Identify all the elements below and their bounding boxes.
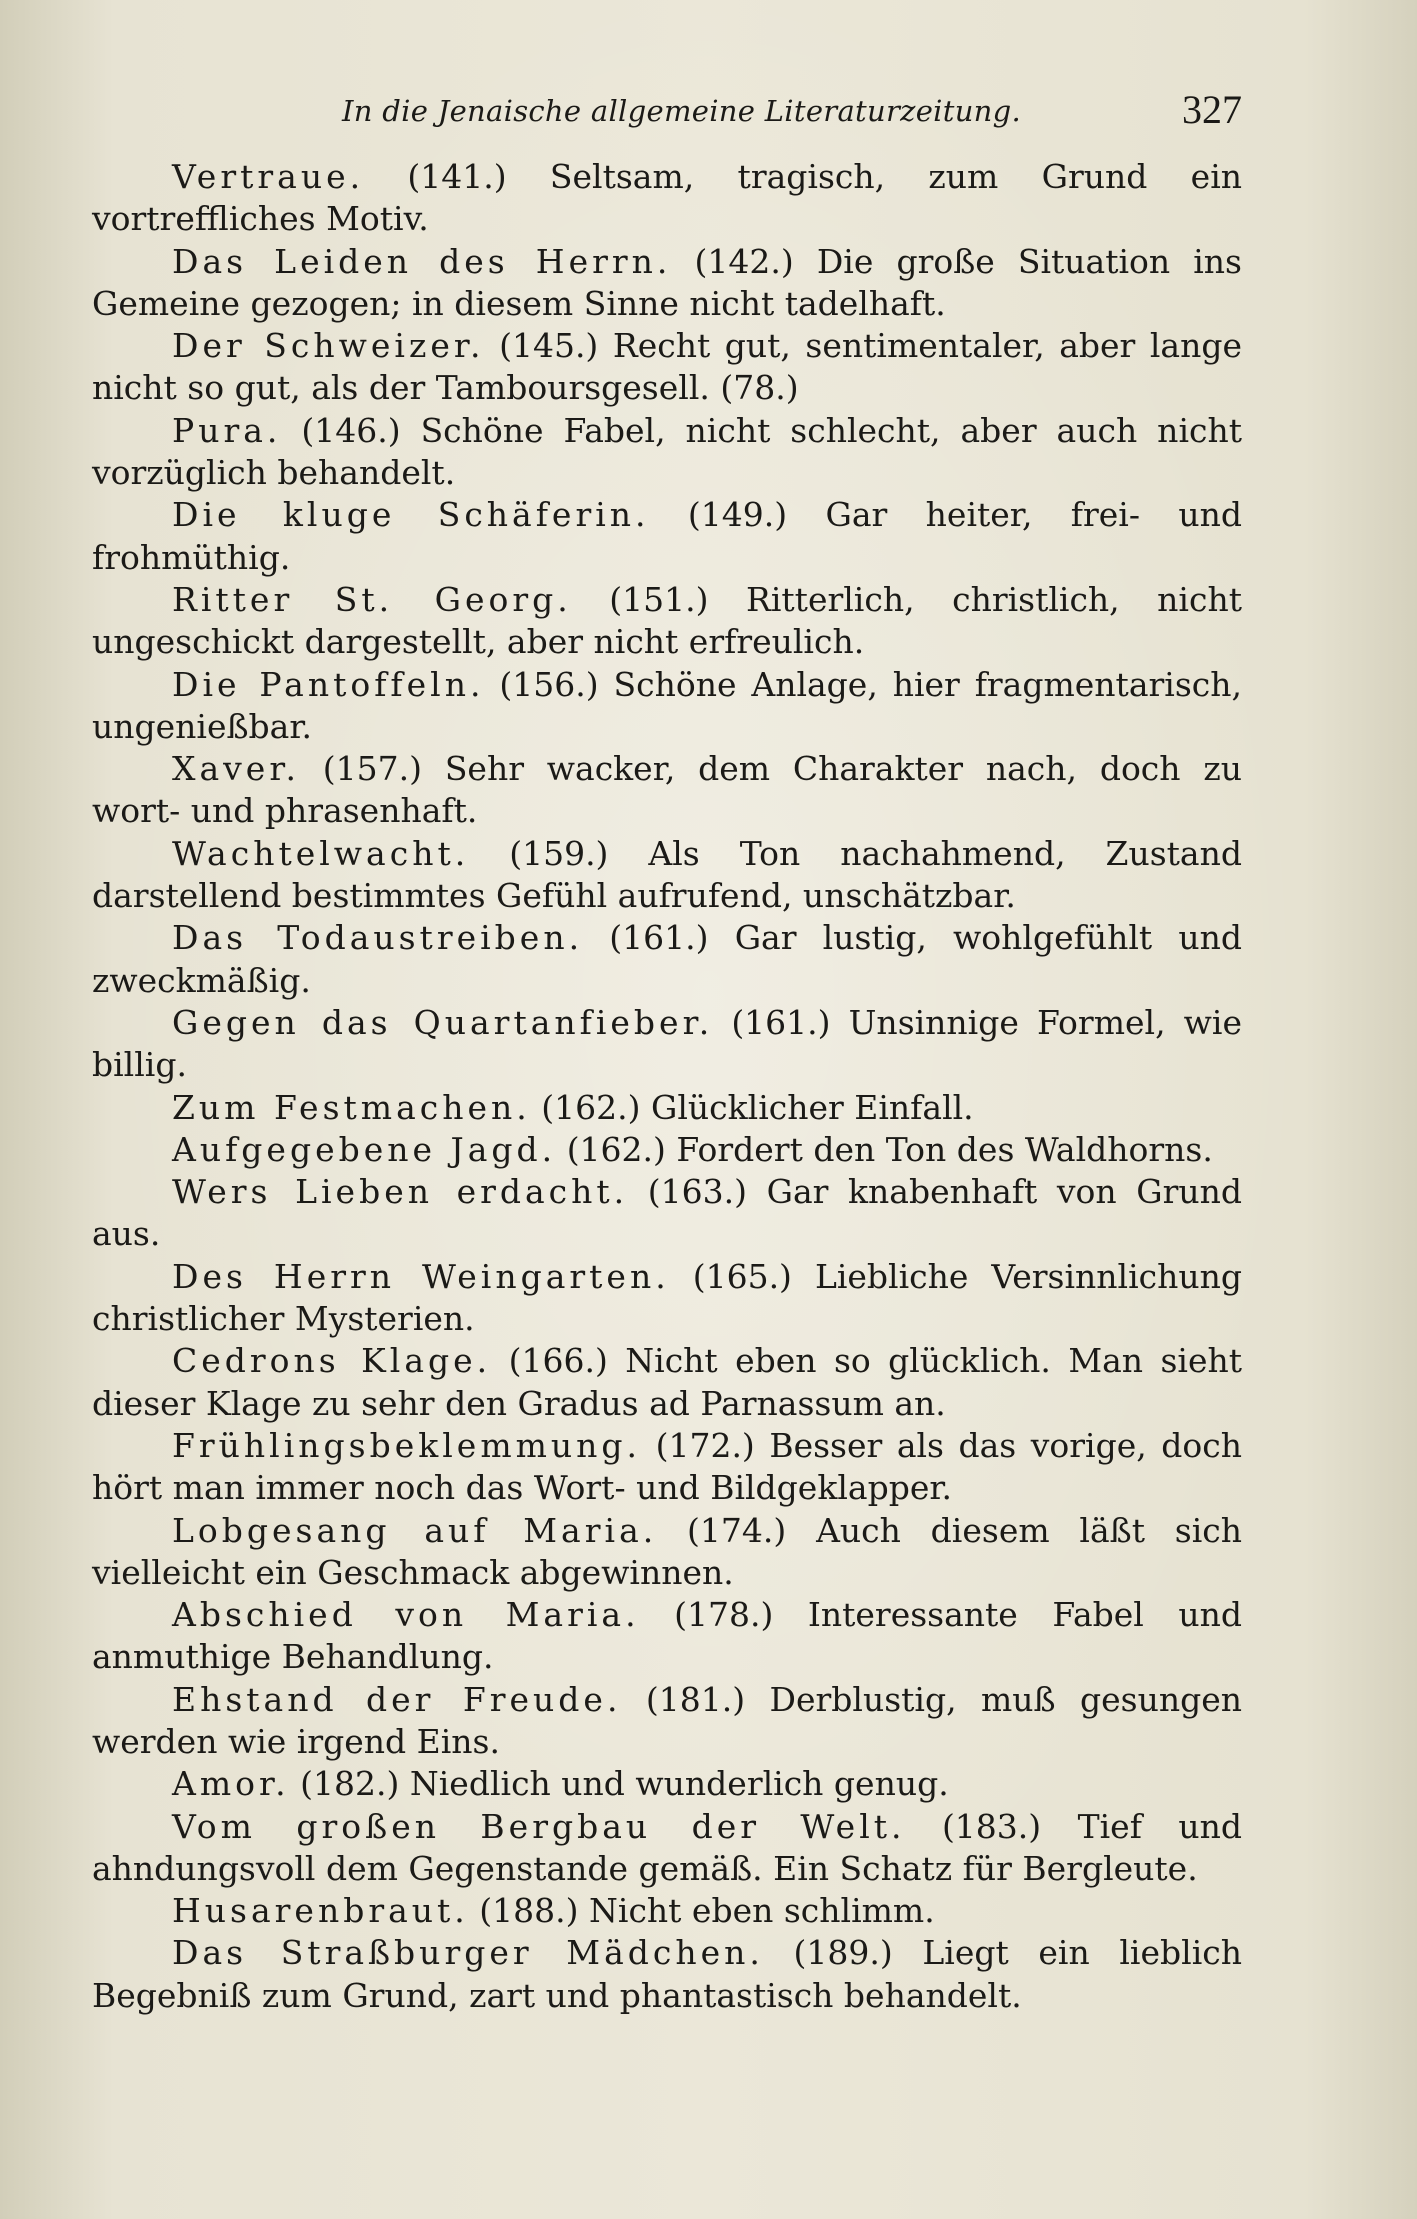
entry — [92, 1087, 1242, 1129]
entry-title: Abschied von Maria. — [172, 1595, 640, 1635]
entry-comment: Derblustig, muß gesungen werden wie irgend Eins. — [92, 1679, 1242, 1761]
entry-title: Frühlingsbeklemmung. — [172, 1425, 642, 1465]
entry — [92, 664, 1242, 749]
entry-page-ref: (181.) — [645, 1679, 746, 1719]
entry-page-ref: (165.) — [692, 1256, 792, 1296]
entry-comment: Auch diesem läßt sich vielleicht ein Geschmack abgewinnen. — [92, 1510, 1242, 1592]
entry-title: Wers Lieben erdacht. — [172, 1172, 629, 1212]
entry — [92, 156, 1242, 241]
entry-page-ref: (162.) — [566, 1129, 666, 1169]
entry-comment: Fordert den Ton des Waldhorns. — [676, 1129, 1213, 1169]
entry — [92, 1890, 1242, 1932]
review-entries — [92, 156, 1242, 2017]
entry-comment: Besser als das vorige, doch hört man immer noch das Wort- und Bildgeklapper. — [92, 1425, 1242, 1508]
entry-title: Cedrons Klage. — [172, 1341, 492, 1381]
entry-comment: Als Ton nachahmend, Zustand darstellend bestimmtes Gefühl aufrufend, unschätzbar. — [92, 833, 1242, 916]
entry-page-ref: (142.) — [694, 241, 794, 281]
entry-page-ref: (149.) — [687, 495, 788, 535]
entry-page-ref: (183.) — [941, 1806, 1042, 1846]
entry-title: Lobgesang auf Maria. — [172, 1510, 658, 1550]
entry — [92, 1806, 1242, 1891]
entry-page-ref: (162.) — [541, 1087, 641, 1127]
entry — [92, 1256, 1242, 1341]
entry-title: Pura. — [172, 410, 282, 450]
entry-comment: Gar lustig, wohlgefühlt und zweckmäßig. — [92, 918, 1242, 1000]
entry-page-ref: (182.) — [300, 1764, 400, 1804]
entry-title: Das Straßburger Mädchen. — [172, 1933, 764, 1973]
entry-page-ref: (161.) — [609, 918, 709, 958]
entry-comment: Schöne Fabel, nicht schlecht, aber auch nicht vorzüglich behandelt. — [92, 410, 1242, 493]
entry — [92, 748, 1242, 833]
entry-title: Die kluge Schäferin. — [172, 495, 650, 535]
entry-page-ref: (146.) — [301, 410, 401, 450]
entry — [92, 833, 1242, 918]
entry — [92, 1679, 1242, 1764]
entry-comment: Recht gut, sentimentaler, aber lange nicht so gut, als der Tamboursgesell. (78.) — [92, 326, 1243, 408]
entry-comment: Glücklicher Einfall. — [651, 1087, 974, 1127]
entry-page-ref: (159.) — [509, 833, 609, 873]
entry-page-ref: (166.) — [508, 1341, 608, 1381]
entry-comment: Interessante Fabel und anmuthige Behandlung. — [92, 1595, 1242, 1677]
entry-page-ref: (145.) — [499, 326, 599, 366]
entry-page-ref: (174.) — [687, 1510, 787, 1550]
entry-comment: Niedlich und wunderlich genug. — [409, 1764, 949, 1804]
entry-page-ref: (188.) — [479, 1891, 579, 1931]
entry-comment: Seltsam, tragisch, zum Grund ein vortreffliches Motiv. — [92, 157, 1242, 239]
entry-page-ref: (163.) — [647, 1172, 748, 1212]
entry-title: Das Leiden des Herrn. — [172, 241, 672, 281]
entry — [92, 494, 1242, 579]
entry-title: Die Pantoffeln. — [172, 664, 485, 704]
entry-comment: Die große Situation ins Gemeine gezogen; in diesem Sinne nicht tadelhaft. — [92, 241, 1242, 323]
page-header — [92, 86, 1242, 136]
entry-page-ref: (157.) — [322, 749, 423, 789]
entry-comment: Gar knabenhaft von Grund aus. — [92, 1172, 1242, 1254]
page-number: 327 — [1182, 87, 1242, 132]
entry-page-ref: (189.) — [793, 1933, 893, 1973]
entry — [92, 1594, 1242, 1679]
entry-title: Ritter St. Georg. — [172, 579, 572, 619]
entry-page-ref: (178.) — [674, 1595, 774, 1635]
entry — [92, 1763, 1242, 1805]
entry — [92, 1129, 1242, 1171]
entry-title: Xaver. — [172, 749, 300, 789]
entry-comment: Schöne Anlage, hier fragmentarisch, ungenießbar. — [92, 664, 1242, 746]
entry-comment: Gar heiter, frei- und frohmüthig. — [92, 495, 1242, 577]
running-title: In die Jenaische allgemeine Literaturzeitung. — [342, 94, 1022, 128]
entry-title: Wachtelwacht. — [172, 833, 470, 873]
entry-comment: Liebliche Versinnlichung christlicher Mysterien. — [92, 1256, 1243, 1339]
entry-title: Vom großen Bergbau der Welt. — [172, 1806, 906, 1846]
entry — [92, 1510, 1242, 1595]
entry-title: Amor. — [172, 1764, 290, 1804]
entry-page-ref: (141.) — [407, 157, 507, 196]
entry-page-ref: (161.) — [731, 1002, 831, 1042]
entry — [92, 1002, 1242, 1087]
entry — [92, 1340, 1242, 1425]
entry — [92, 917, 1242, 1002]
entry-title: Der Schweizer. — [172, 326, 485, 366]
entry-comment: Liegt ein lieblich Begebniß zum Grund, zart und phantastisch behandelt. — [92, 1933, 1242, 2015]
entry — [92, 579, 1242, 664]
entry-page-ref: (151.) — [609, 579, 709, 619]
entry-comment: Nicht eben so glücklich. Man sieht dieser Klage zu sehr den Gradus ad Parnassum an. — [92, 1341, 1243, 1423]
entry — [92, 1932, 1242, 2017]
entry-page-ref: (156.) — [499, 664, 599, 704]
entry-title: Des Herrn Weingarten. — [172, 1256, 670, 1296]
entry-title: Das Todaustreiben. — [172, 918, 584, 958]
entry-comment: Ritterlich, christlich, nicht ungeschickt dargestellt, aber nicht erfreulich. — [92, 579, 1242, 662]
entry — [92, 1171, 1242, 1256]
entry — [92, 410, 1242, 495]
entry-comment: Unsinnige Formel, wie billig. — [92, 1002, 1242, 1085]
entry-title: Zum Festmachen. — [172, 1087, 531, 1127]
entry-title: Ehstand der Freude. — [172, 1679, 622, 1719]
entry — [92, 1425, 1242, 1510]
entry-comment: Tief und ahndungsvoll dem Gegenstande gemäß. Ein Schatz für Bergleute. — [92, 1806, 1242, 1888]
entry — [92, 325, 1242, 410]
entry — [92, 241, 1242, 326]
entry-title: Aufgegebene Jagd. — [172, 1129, 557, 1169]
entry-comment: Sehr wacker, dem Charakter nach, doch zu wort- und phrasenhaft. — [92, 749, 1242, 831]
entry-title: Vertraue. — [172, 157, 365, 196]
entry-page-ref: (172.) — [655, 1425, 755, 1465]
entry-comment: Nicht eben schlimm. — [589, 1891, 935, 1931]
entry-title: Gegen das Quartanfieber. — [172, 1002, 714, 1042]
entry-title: Husarenbraut. — [172, 1891, 469, 1931]
